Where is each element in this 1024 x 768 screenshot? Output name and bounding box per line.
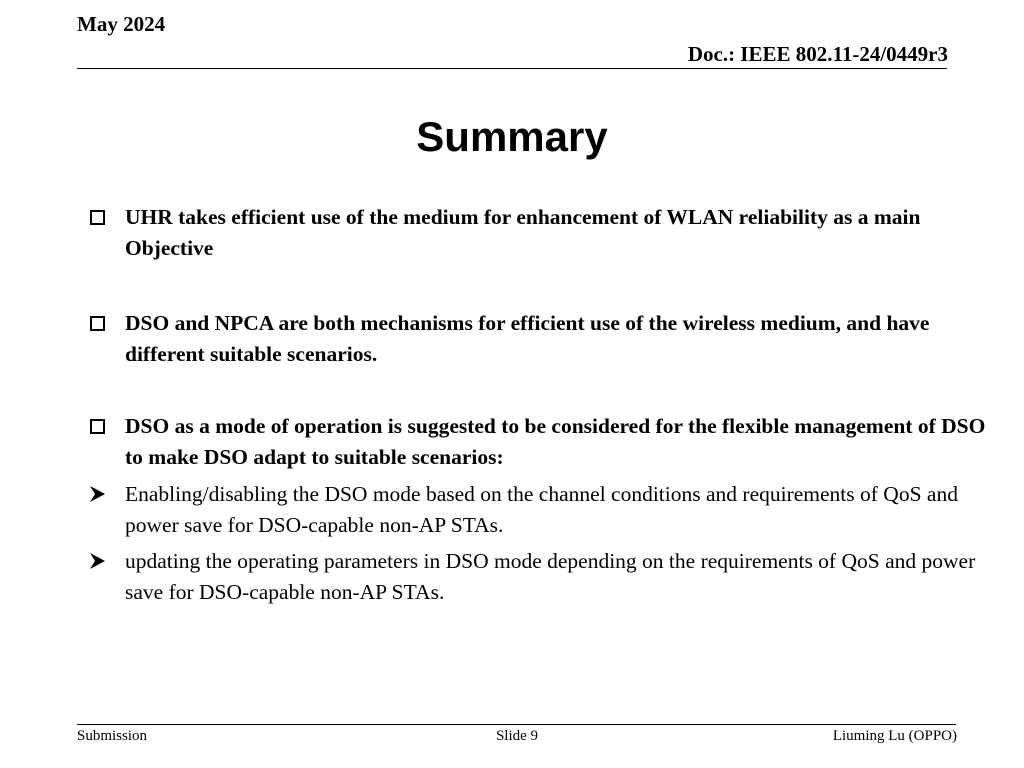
hollow-square-bullet-icon [89,411,125,472]
bullet-item [89,202,1001,263]
footer-divider [77,724,956,725]
header-doc-id: Doc.: IEEE 802.11-24/0449r3 [687,42,948,66]
footer-author: Liuming Lu (OPPO) [832,728,957,744]
header-divider [77,68,947,69]
hollow-square-bullet-icon [89,308,125,369]
sub-bullet-text: Enabling/disabling the DSO mode based on the channel conditions and requirements of QoS and power save for DSO-capable non-AP STAs. [125,482,958,537]
bullet-item [89,308,1001,369]
bullet-text: UHR takes efficient use of the medium for enhancement of WLAN reliability as a main Objective [125,205,921,260]
slide-title: Summary [416,113,608,160]
sub-bullet-item [89,546,1001,607]
bullet-text: DSO and NPCA are both mechanisms for efficient use of the wireless medium, and have different suitable scenarios. [125,311,930,366]
arrow-bullet-icon [89,546,125,607]
header-date: May 2024 [77,12,166,36]
hollow-square-bullet-icon [89,202,125,263]
sub-bullet-text: updating the operating parameters in DSO mode depending on the requirements of QoS and power save for DSO-capable non-AP STAs. [125,549,976,604]
footer-submission: Submission [77,728,148,744]
arrow-bullet-icon [89,479,125,540]
footer-slide-number: Slide 9 [495,728,539,744]
bullet-text: DSO as a mode of operation is suggested to be considered for the flexible management of DSO to make DSO adapt to suitable scenarios: [125,414,986,469]
bullet-item [89,411,1001,472]
sub-bullet-item [89,479,1001,540]
